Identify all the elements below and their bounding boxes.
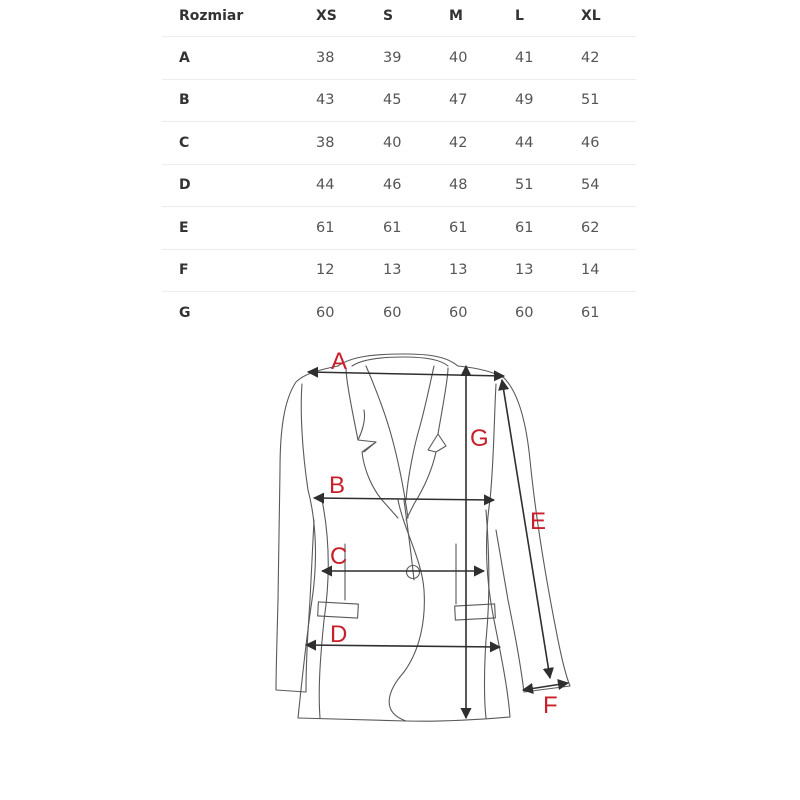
table-cell: 40 [383,134,402,151]
table-cell: 62 [581,219,600,236]
table-cell: 61 [316,219,335,236]
jacket-front-edge [389,500,424,721]
table-cell: 60 [449,304,468,321]
table-cell: 45 [383,92,402,109]
row-label: B [179,92,190,109]
table-cell: 60 [515,304,534,321]
jacket-front-opening [404,500,414,580]
table-cell: 61 [449,219,468,236]
header-cell-xs: XS [316,8,337,24]
left-lapel-notch [358,410,376,452]
table-cell: 13 [449,262,468,279]
table-cell: 38 [316,134,335,151]
table-cell: 40 [449,49,468,66]
header-cell-xl: XL [581,8,601,24]
header-cell-m: M [449,8,463,24]
row-label: G [179,304,191,321]
table-cell: 49 [515,92,534,109]
right-lapel-notch [428,434,438,452]
table-cell: 54 [581,177,600,194]
table-cell: 12 [316,262,335,279]
row-label: C [179,134,190,151]
jacket-outline [276,354,570,721]
header-cell-size: Rozmiar [179,8,244,24]
measurement-lines [306,366,568,718]
table-cell: 60 [316,304,335,321]
table-cell: 39 [383,49,402,66]
header-cell-s: S [383,8,394,24]
table-cell: 51 [581,92,600,109]
table-cell: 13 [515,262,534,279]
table-cell: 48 [449,177,468,194]
row-label: E [179,219,189,236]
row-label: D [179,177,191,194]
table-cell: 46 [383,177,402,194]
left-princess-seam [319,500,328,718]
left-sleeve [276,366,338,692]
table-cell: 44 [515,134,534,151]
table-cell: 61 [581,304,600,321]
table-cell: 46 [581,134,600,151]
table-cell: 60 [383,304,402,321]
header-cell-l: L [515,8,524,24]
table-cell: 14 [581,262,600,279]
table-cell: 13 [383,262,402,279]
row-label: A [179,49,190,66]
measure-label-f: F [543,692,558,719]
jacket-collar-inner [352,357,448,366]
left-lapel [346,368,398,518]
table-cell: 47 [449,92,468,109]
measure-label-a: A [331,348,348,375]
jacket-right-side [487,384,510,717]
right-lapel [406,368,448,520]
right-lapel-inner [406,366,434,500]
table-cell: 61 [515,219,534,236]
table-cell: 42 [581,49,600,66]
measure-label-e: E [530,508,547,535]
table-cell: 42 [449,134,468,151]
table-cell: 43 [316,92,335,109]
table-cell: 41 [515,49,534,66]
measure-label-b: B [329,472,346,499]
right-pocket-flap [455,604,496,620]
table-cell: 61 [383,219,402,236]
table-cell: 51 [515,177,534,194]
measure-label-d: D [330,621,348,648]
measure-label-c: C [330,543,348,570]
measure-label-g: G [470,425,489,452]
table-cell: 44 [316,177,335,194]
right-sleeve [458,366,570,692]
left-pocket-flap [318,602,359,618]
row-label: F [179,262,189,279]
table-cell: 38 [316,49,335,66]
